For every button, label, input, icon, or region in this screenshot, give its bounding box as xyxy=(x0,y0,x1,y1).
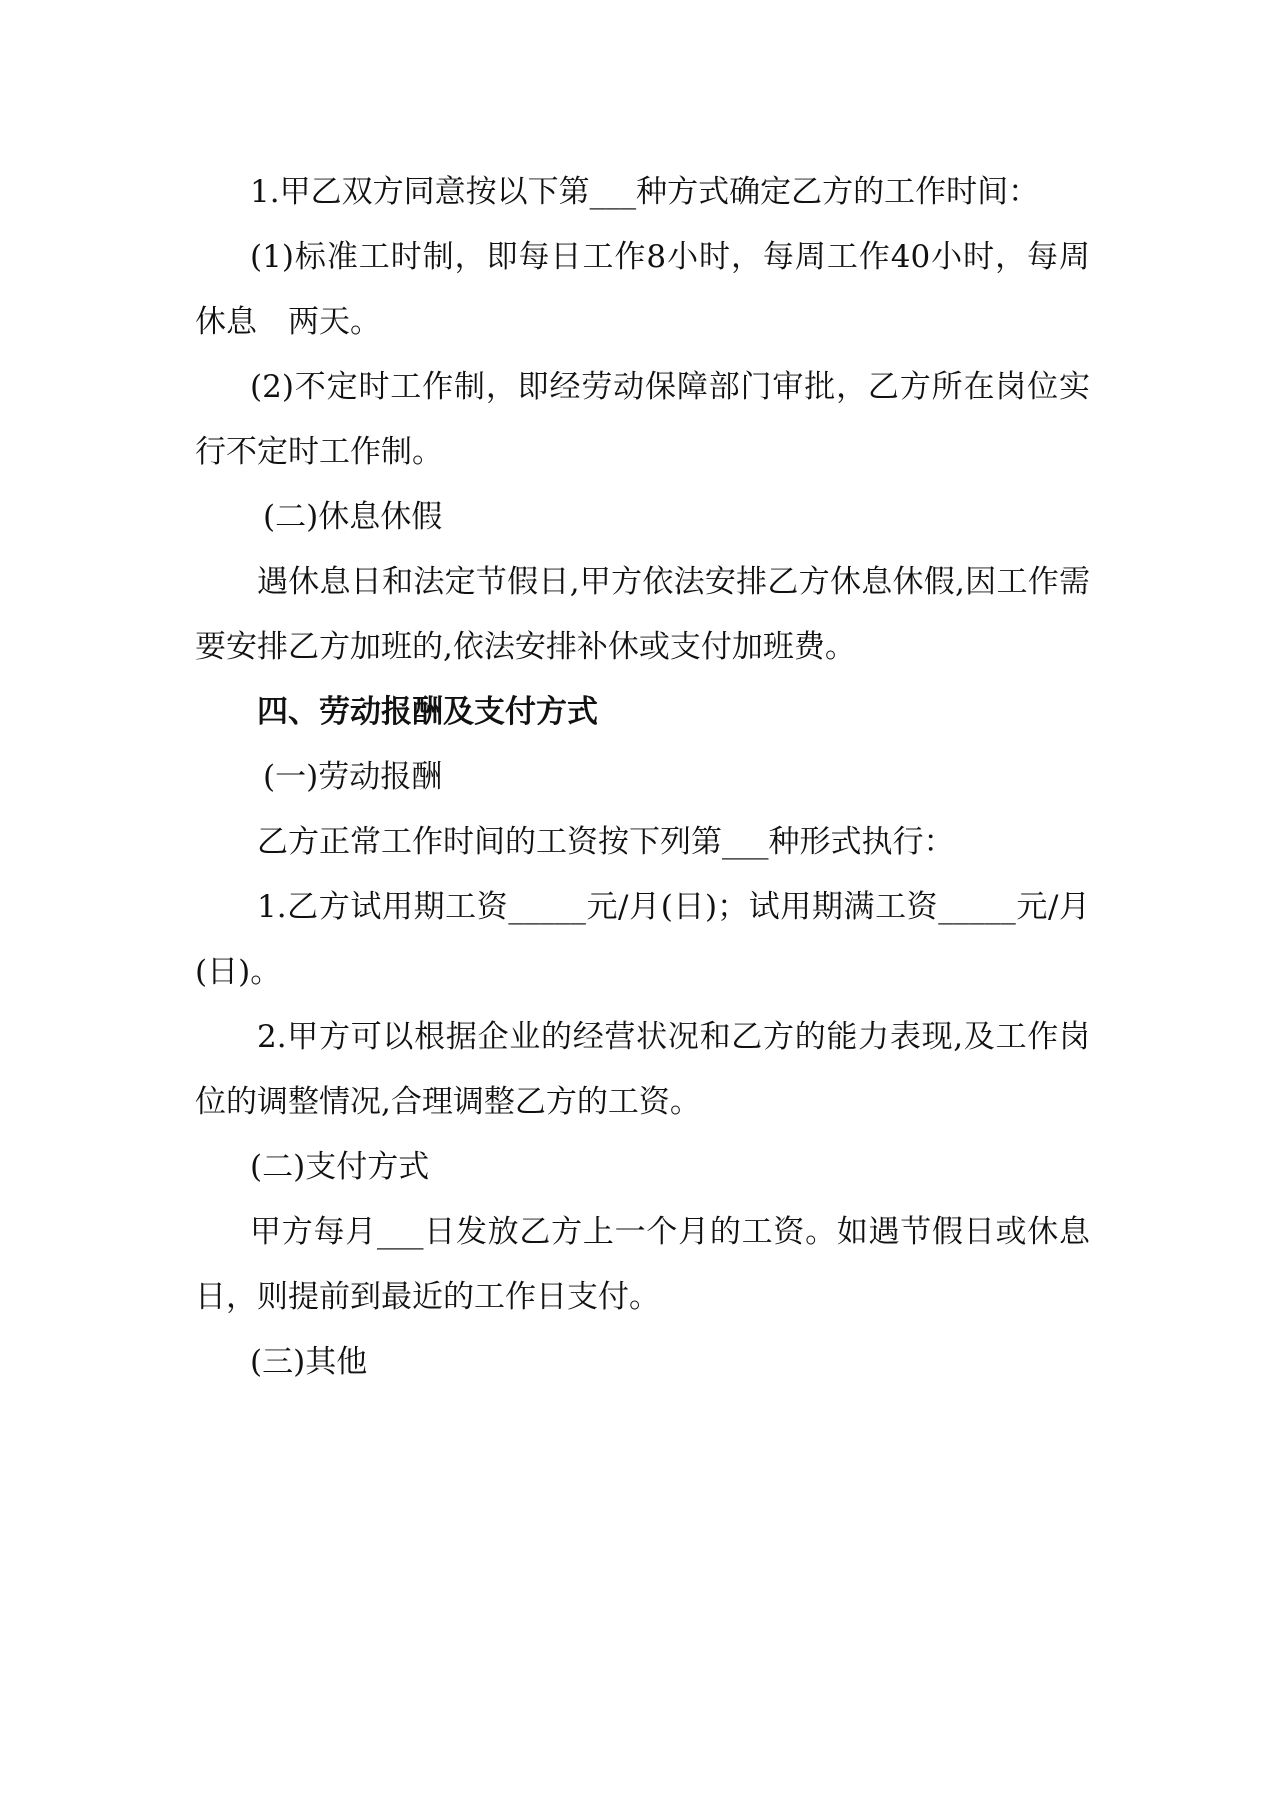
paragraph-working-hours-option: 1.甲乙双方同意按以下第___种方式确定乙方的工作时间： xyxy=(250,174,1040,210)
paragraph-probation-wage: 1.乙方试用期工资_____元/月(日)；试用期满工资_____元/月(日)。 xyxy=(195,889,1090,990)
subheading-other: (三)其他 xyxy=(250,1344,368,1380)
paragraph-flexible-hours: (2)不定时工作制，即经劳动保障部门审批，乙方所在岗位实行不定时工作制。 xyxy=(195,369,1090,470)
paragraph-wage-form: 乙方正常工作时间的工资按下列第___种形式执行： xyxy=(257,824,955,860)
subheading-payment-method: (二)支付方式 xyxy=(250,1149,430,1185)
paragraph-rest-leave: 遇休息日和法定节假日,甲方依法安排乙方休息休假,因工作需要安排乙方加班的,依法安排补休或支付加班费。 xyxy=(195,564,1090,665)
paragraph-standard-hours: (1)标准工时制，即每日工作8小时，每周工作40小时，每周休息 两天。 xyxy=(195,239,1090,340)
paragraph-wage-adjustment: 2.甲方可以根据企业的经营状况和乙方的能力表现,及工作岗位的调整情况,合理调整乙方的工资。 xyxy=(195,1019,1090,1120)
subheading-remuneration: (一)劳动报酬 xyxy=(263,759,443,795)
section-heading-remuneration: 四、劳动报酬及支付方式 xyxy=(257,694,598,730)
document-body xyxy=(195,160,1090,1395)
paragraph-payment-date: 甲方每月___日发放乙方上一个月的工资。如遇节假日或休息日，则提前到最近的工作日支付。 xyxy=(195,1214,1090,1315)
subheading-rest-leave: (二)休息休假 xyxy=(263,499,443,535)
